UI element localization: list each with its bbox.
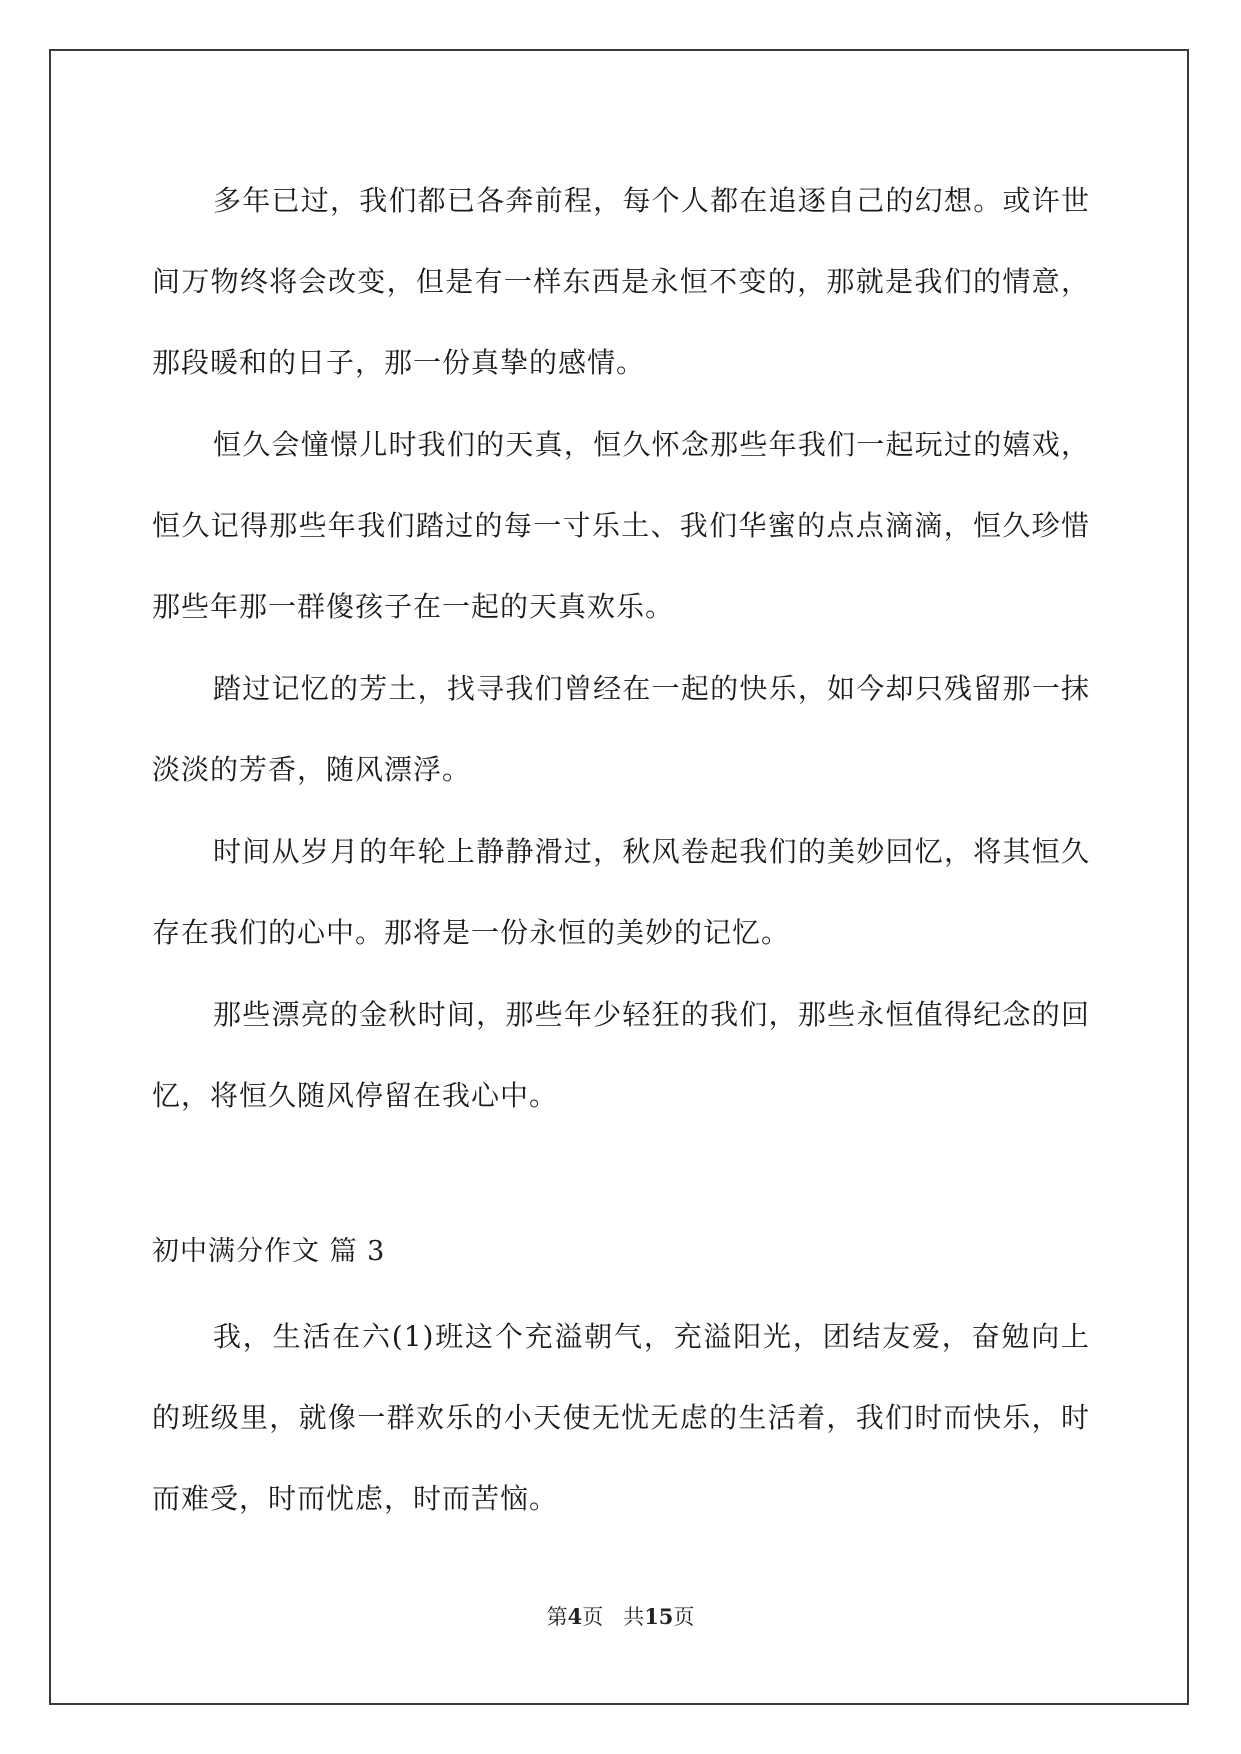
paragraph: 时间从岁月的年轮上静静滑过，秋风卷起我们的美妙回忆，将其恒久存在我们的心中。那将是一份永恒的美妙的记忆。 bbox=[152, 835, 1090, 949]
section-heading: 初中满分作文 篇 3 bbox=[152, 1236, 386, 1267]
paragraph: 我，生活在六(1)班这个充溢朝气，充溢阳光，团结友爱，奋勉向上的班级里，就像一群欢乐的小天使无忧无虑的生活着，我们时而快乐，时而难受，时而忧虑，时而苦恼。 bbox=[152, 1320, 1090, 1515]
paragraph: 那些漂亮的金秋时间，那些年少轻狂的我们，那些永恒值得纪念的回忆，将恒久随风停留在我心中。 bbox=[152, 998, 1090, 1112]
total-pages: 15 bbox=[644, 1604, 674, 1629]
total-label-prefix: 共 bbox=[623, 1605, 645, 1629]
page-number: 4 bbox=[567, 1604, 583, 1629]
total-label-suffix: 页 bbox=[673, 1605, 695, 1629]
paragraph: 踏过记忆的芳土，找寻我们曾经在一起的快乐，如今却只残留那一抹淡淡的芳香，随风漂浮。 bbox=[152, 672, 1090, 786]
page-label-suffix: 页 bbox=[582, 1605, 604, 1629]
paragraph: 多年已过，我们都已各奔前程，每个人都在追逐自己的幻想。或许世间万物终将会改变，但是有一样东西是永恒不变的，那就是我们的情意，那段暖和的日子，那一份真挚的感情。 bbox=[152, 184, 1090, 379]
paragraph: 恒久会憧憬儿时我们的天真，恒久怀念那些年我们一起玩过的嬉戏，恒久记得那些年我们踏过的每一寸乐土、我们华蜜的点点滴滴，恒久珍惜那些年那一群傻孩子在一起的天真欢乐。 bbox=[152, 428, 1090, 623]
document-body bbox=[152, 160, 1090, 1540]
page-label-prefix: 第 bbox=[546, 1605, 568, 1629]
page-footer bbox=[0, 1601, 1241, 1631]
